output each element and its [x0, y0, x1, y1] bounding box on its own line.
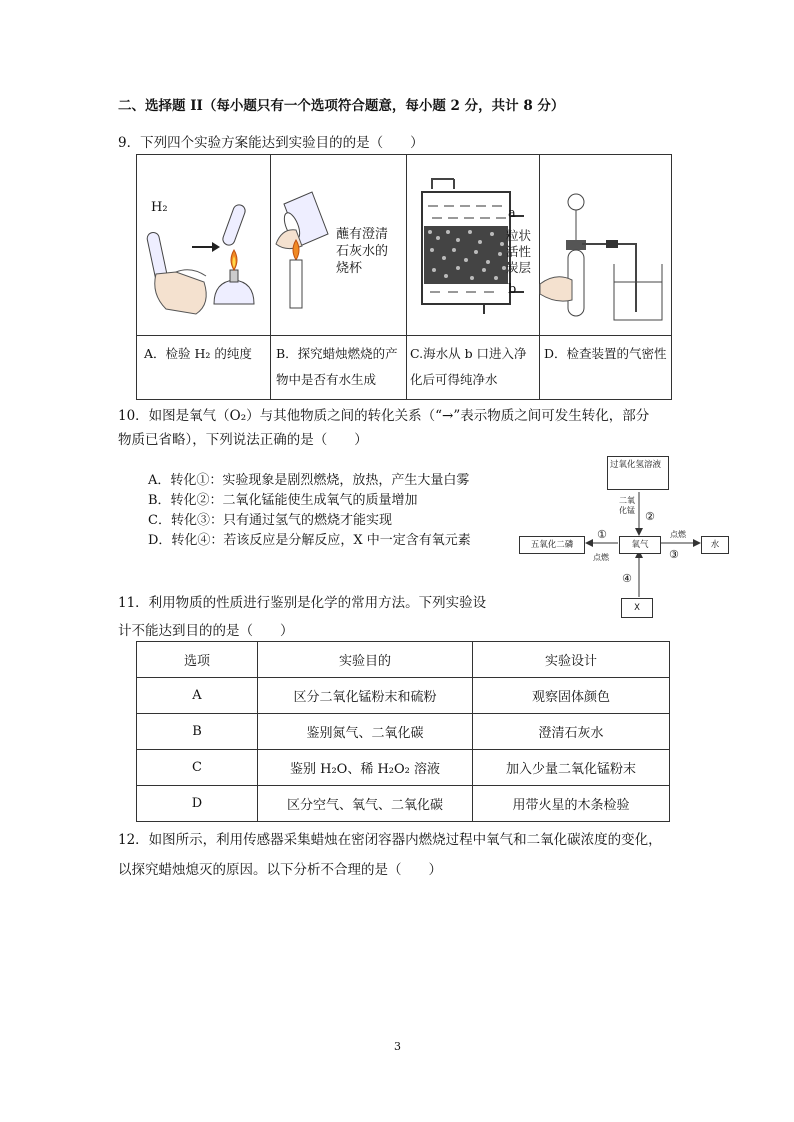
section-title: 二、选择题 II（每小题只有一个选项符合题意，每小题 2 分，共计 8 分）	[118, 98, 565, 114]
table-row	[137, 786, 670, 822]
row-c-purpose: 鉴别 H₂O、稀 H₂O₂ 溶液	[258, 750, 473, 786]
panel-b-label-line2: 石灰水的	[336, 244, 389, 259]
panel-a-illustration	[146, 203, 254, 314]
panel-c-label-line2: 活性	[506, 244, 532, 259]
panel-c-label-line1: 粒状	[506, 228, 532, 243]
panel-c-label-a: a	[508, 206, 516, 221]
row-c-option: C	[137, 750, 258, 786]
table-header-row	[137, 642, 670, 678]
diagram-x-box: X	[621, 598, 653, 618]
row-d-purpose: 区分空气、氧气、二氧化碳	[258, 786, 473, 822]
row-d-design: 用带火星的木条检验	[473, 786, 670, 822]
q9-caption-c-line1: C.海水从 b 口进入净	[410, 346, 527, 361]
row-c-design: 加入少量二氧化锰粉末	[473, 750, 670, 786]
q10-option-b: B．转化②：二氧化锰能使生成氧气的质量增加	[148, 493, 418, 508]
q9-caption-b-line2: 物中是否有水生成	[276, 372, 377, 387]
panel-c-label-line3: 炭层	[506, 260, 532, 275]
panel-b-illustration	[276, 192, 328, 308]
q11-stem-line2: 计不能达到目的的是（ ）	[118, 623, 294, 639]
q10-option-c: C．转化③：只有通过氢气的燃烧才能实现	[148, 513, 392, 528]
q9-caption-d: D．检查装置的气密性	[544, 346, 667, 361]
page-number: 3	[394, 1040, 401, 1053]
diagram-catalyst-label: 二氧化锰	[619, 496, 635, 515]
q11-stem-line1: 11．利用物质的性质进行鉴别是化学的常用方法。下列实验设	[118, 595, 487, 611]
table-row	[137, 714, 670, 750]
panel-c-label-b: b	[508, 282, 517, 297]
row-a-design: 观察固体颜色	[473, 678, 670, 714]
diagram-water-box: 水	[701, 536, 729, 554]
diagram-n1: ①	[597, 528, 607, 541]
header-option: 选项	[137, 642, 258, 678]
panel-b-label-line1: 蘸有澄清	[336, 227, 389, 242]
row-b-purpose: 鉴别氮气、二氧化碳	[258, 714, 473, 750]
q9-table	[136, 154, 672, 400]
panel-c-label	[506, 228, 531, 276]
q10-stem-line2: 物质已省略），下列说法正确的是（ ）	[118, 432, 368, 448]
q12-stem-line1: 12．如图所示，利用传感器采集蜡烛在密闭容器内燃烧过程中氧气和二氧化碳浓度的变化，	[118, 832, 662, 848]
diagram-h2o2-box: 过氧化氢溶液	[607, 456, 669, 490]
q10-stem-line1: 10．如图是氧气（O₂）与其他物质之间的转化关系（“→”表示物质之间可发生转化，部分	[118, 408, 650, 424]
row-b-design: 澄清石灰水	[473, 714, 670, 750]
diagram-oxygen-box: 氧气	[619, 536, 661, 554]
header-purpose: 实验目的	[258, 642, 473, 678]
q9-stem: 9．下列四个实验方案能达到实验目的的是（ ）	[118, 135, 424, 151]
diagram-ignite-right: 点燃	[670, 530, 686, 539]
q10-option-a: A．转化①：实验现象是剧烈燃烧，放热，产生大量白雾	[148, 473, 470, 488]
diagram-p2o5-box: 五氧化二磷	[519, 536, 585, 554]
panel-b-label-line3: 烧杯	[336, 261, 363, 276]
q9-caption-b-line1: B．探究蜡烛燃烧的产	[276, 346, 398, 361]
diagram-ignite-left: 点燃	[593, 553, 609, 562]
q10-option-d: D．转化④：若该反应是分解反应，X 中一定含有氧元素	[148, 533, 471, 548]
row-a-option: A	[137, 678, 258, 714]
panel-d-illustration	[540, 194, 662, 320]
table-row	[137, 678, 670, 714]
diagram-n3: ③	[669, 548, 679, 561]
row-d-option: D	[137, 786, 258, 822]
panel-b-label	[336, 226, 388, 277]
q12-stem-line2: 以探究蜡烛熄灭的原因。以下分析不合理的是（ ）	[118, 862, 442, 878]
q9-caption-a: A．检验 H₂ 的纯度	[144, 346, 252, 361]
row-a-purpose: 区分二氧化锰粉末和硫粉	[258, 678, 473, 714]
header-design: 实验设计	[473, 642, 670, 678]
q10-diagram	[515, 452, 730, 622]
q9-caption-c-line2: 化后可得纯净水	[410, 372, 498, 387]
table-row	[137, 750, 670, 786]
q11-table	[136, 641, 670, 822]
panel-a-h2-label: H₂	[151, 200, 168, 215]
row-b-option: B	[137, 714, 258, 750]
diagram-n2: ②	[645, 510, 655, 523]
diagram-n4: ④	[622, 572, 632, 585]
